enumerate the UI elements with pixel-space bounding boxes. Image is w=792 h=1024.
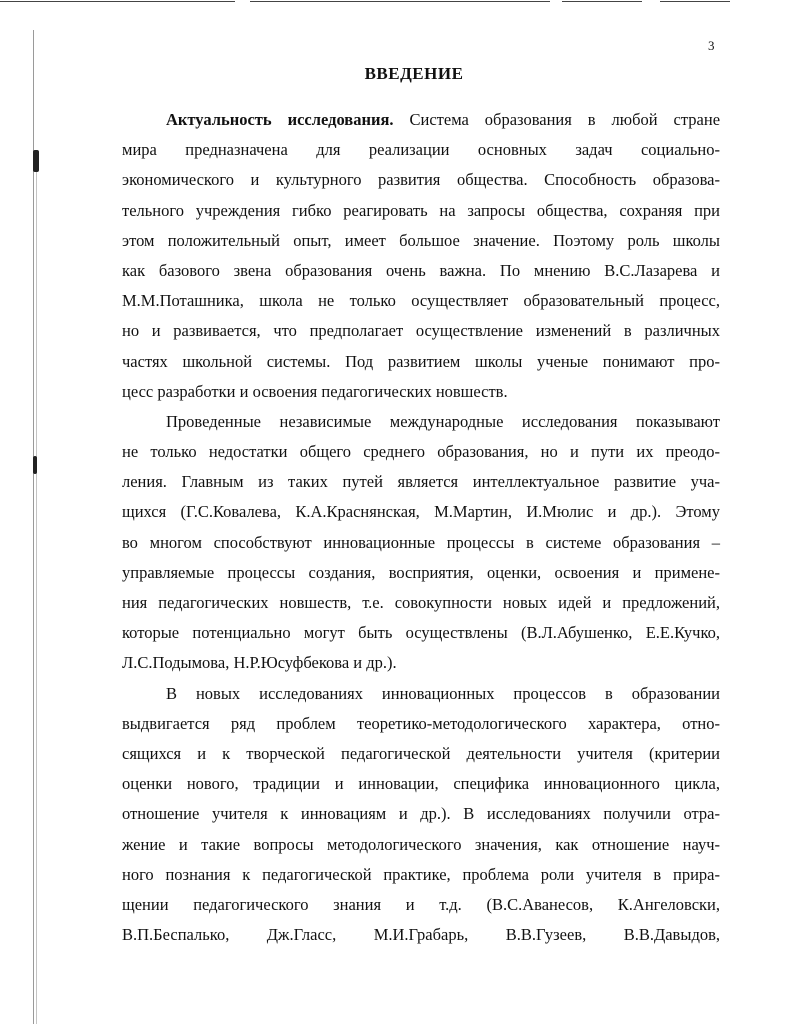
paragraph-1-line: частях школьной системы. Под развитием школы ученые понимают про-: [122, 351, 720, 371]
paragraph-1-line: но и развивается, что предполагает осуществление изменений в различных: [122, 321, 720, 341]
paragraph-1-line: экономического и культурного развития общества. Способность образова-: [122, 170, 720, 190]
paragraph-3-line: оценки нового, традиции и инновации, специфика инновационного цикла,: [122, 774, 720, 794]
page-number: 3: [708, 38, 715, 53]
paragraph-3-line: В.П.Беспалько, Дж.Гласс, М.И.Грабарь, В.В.Гузеев, В.В.Давыдов,: [122, 925, 720, 945]
binding-hole-mark: [33, 456, 37, 474]
paragraph-2-line: Л.С.Подымова, Н.Р.Юсуфбекова и др.).: [122, 653, 397, 673]
paragraph-2-line: управляемые процессы создания, восприятия, оценки, освоения и примене-: [122, 562, 720, 582]
paragraph-1-line: М.М.Поташника, школа не только осуществляет образовательный процесс,: [122, 291, 720, 311]
paragraph-2-line: ния педагогических новшеств, т.е. совокупности новых идей и предложений,: [122, 593, 720, 612]
paragraph-3-line: жение и такие вопросы методологического значения, как отношение науч-: [122, 834, 720, 854]
paragraph-1-line: тельного учреждения гибко реагировать на запросы общества, сохраняя при: [122, 200, 720, 220]
binding-hole-mark: [33, 150, 39, 172]
paragraph-3-line: щении педагогического знания и т.д. (В.С.Аванесов, К.Ангеловски,: [122, 894, 720, 914]
paragraph-heading: Актуальность исследования.: [166, 110, 394, 129]
page-title: ВВЕДЕНИЕ: [364, 64, 464, 83]
scan-left-edge: [33, 30, 34, 1024]
paragraph-1-line: этом положительный опыт, имеет большое значение. Поэтому роль школы: [122, 230, 720, 250]
text-line: Система образования в любой стране: [409, 110, 721, 129]
scan-top-rule: [0, 0, 792, 4]
paragraph-2-line: не только недостатки общего среднего образования, но и пути их преодо-: [122, 442, 720, 462]
paragraph-3-line: ного познания к педагогической практике, проблема роли учителя в прира-: [122, 864, 720, 884]
scan-left-edge-shadow: [36, 150, 37, 1024]
paragraph-1-line: цесс разработки и освоения педагогических новшеств.: [122, 381, 508, 401]
paragraph-2-line: которые потенциально могут быть осуществлены (В.Л.Абушенко, Е.Е.Кучко,: [122, 623, 720, 643]
paragraph-3-line: отношение учителя к инновациям и др.). В исследованиях получили отра-: [122, 804, 720, 824]
paragraph-2-line: ления. Главным из таких путей является интеллектуальное развитие уча-: [122, 472, 720, 492]
paragraph-3-line: В новых исследованиях инновационных процессов в образовании: [166, 683, 720, 703]
paragraph-1-line: [122, 105, 720, 135]
paragraph-2-line: щихся (Г.С.Ковалева, К.А.Краснянская, М.Мартин, И.Мюлис и др.). Этому: [122, 502, 720, 522]
paragraph-1-line: мира предназначена для реализации основных задач социально-: [122, 140, 720, 160]
paragraph-2-line: во многом способствуют инновационные процессы в системе образования –: [122, 532, 720, 552]
text-body: [122, 105, 720, 950]
paragraph-3-line: сящихся и к творческой педагогической деятельности учителя (критерии: [122, 743, 720, 763]
paragraph-3-line: выдвигается ряд проблем теоретико-методологического характера, отно-: [122, 713, 720, 733]
paragraph-1-line: как базового звена образования очень важна. По мнению В.С.Лазарева и: [122, 260, 720, 280]
paragraph-2-line: Проведенные независимые международные исследования показывают: [166, 411, 720, 431]
